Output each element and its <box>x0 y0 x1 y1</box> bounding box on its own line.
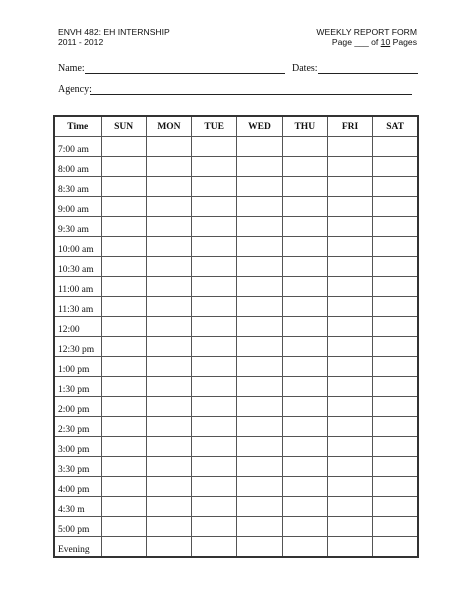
table-row <box>54 277 418 297</box>
table-row <box>54 137 418 157</box>
dates-input-line[interactable] <box>318 73 418 74</box>
time-cell: 8:00 am <box>54 157 101 177</box>
cell-thu[interactable] <box>282 197 327 217</box>
cell-mon[interactable] <box>146 217 191 237</box>
cell-wed[interactable] <box>237 257 282 277</box>
time-cell: 12:30 pm <box>54 337 101 357</box>
cell-tue[interactable] <box>192 537 237 558</box>
cell-sat[interactable] <box>373 497 418 517</box>
cell-wed[interactable] <box>237 197 282 217</box>
cell-mon[interactable] <box>146 297 191 317</box>
cell-mon[interactable] <box>146 317 191 337</box>
weekly-schedule-table <box>53 115 419 558</box>
table-row <box>54 357 418 377</box>
cell-wed[interactable] <box>237 457 282 477</box>
cell-wed[interactable] <box>237 437 282 457</box>
cell-thu[interactable] <box>282 137 327 157</box>
cell-sun[interactable] <box>101 377 146 397</box>
time-cell: 2:00 pm <box>54 397 101 417</box>
table-row <box>54 437 418 457</box>
cell-fri[interactable] <box>327 477 372 497</box>
col-header-fri: FRI <box>327 116 372 137</box>
col-header-wed: WED <box>237 116 282 137</box>
col-header-tue: TUE <box>192 116 237 137</box>
cell-fri[interactable] <box>327 197 372 217</box>
cell-sat[interactable] <box>373 257 418 277</box>
cell-wed[interactable] <box>237 377 282 397</box>
cell-mon[interactable] <box>146 477 191 497</box>
cell-thu[interactable] <box>282 357 327 377</box>
table-row <box>54 297 418 317</box>
cell-fri[interactable] <box>327 517 372 537</box>
cell-mon[interactable] <box>146 397 191 417</box>
cell-sun[interactable] <box>101 157 146 177</box>
cell-tue[interactable] <box>192 237 237 257</box>
name-input-line[interactable] <box>85 73 285 74</box>
col-header-thu: THU <box>282 116 327 137</box>
table-row <box>54 157 418 177</box>
cell-fri[interactable] <box>327 357 372 377</box>
name-field <box>58 63 85 74</box>
cell-fri[interactable] <box>327 317 372 337</box>
cell-sat[interactable] <box>373 437 418 457</box>
cell-sat[interactable] <box>373 157 418 177</box>
cell-wed[interactable] <box>237 317 282 337</box>
cell-thu[interactable] <box>282 477 327 497</box>
cell-thu[interactable] <box>282 397 327 417</box>
cell-sun[interactable] <box>101 357 146 377</box>
agency-label: Agency: <box>58 84 92 95</box>
cell-tue[interactable] <box>192 157 237 177</box>
cell-tue[interactable] <box>192 397 237 417</box>
table-row <box>54 257 418 277</box>
cell-tue[interactable] <box>192 417 237 437</box>
cell-tue[interactable] <box>192 437 237 457</box>
table-row <box>54 317 418 337</box>
table-row <box>54 337 418 357</box>
cell-tue[interactable] <box>192 477 237 497</box>
cell-wed[interactable] <box>237 337 282 357</box>
cell-mon[interactable] <box>146 197 191 217</box>
cell-tue[interactable] <box>192 317 237 337</box>
time-cell: 3:30 pm <box>54 457 101 477</box>
time-cell: 5:00 pm <box>54 517 101 537</box>
time-cell: Evening <box>54 537 101 558</box>
cell-fri[interactable] <box>327 217 372 237</box>
name-label: Name: <box>58 63 85 74</box>
time-cell: 10:30 am <box>54 257 101 277</box>
table-row <box>54 377 418 397</box>
form-title: WEEKLY REPORT FORM <box>316 27 417 37</box>
dates-label: Dates: <box>292 63 318 74</box>
time-cell: 1:30 pm <box>54 377 101 397</box>
table-header-row <box>54 116 418 137</box>
cell-tue[interactable] <box>192 497 237 517</box>
cell-mon[interactable] <box>146 417 191 437</box>
table-row <box>54 177 418 197</box>
cell-mon[interactable] <box>146 257 191 277</box>
col-header-mon: MON <box>146 116 191 137</box>
time-cell: 11:30 am <box>54 297 101 317</box>
cell-sun[interactable] <box>101 277 146 297</box>
time-cell: 11:00 am <box>54 277 101 297</box>
cell-tue[interactable] <box>192 277 237 297</box>
time-cell: 4:30 m <box>54 497 101 517</box>
course-title: ENVH 482: EH INTERNSHIP <box>58 27 170 37</box>
cell-sun[interactable] <box>101 257 146 277</box>
time-cell: 7:00 am <box>54 137 101 157</box>
cell-sun[interactable] <box>101 197 146 217</box>
cell-wed[interactable] <box>237 357 282 377</box>
col-header-sat: SAT <box>373 116 418 137</box>
cell-thu[interactable] <box>282 297 327 317</box>
cell-fri[interactable] <box>327 437 372 457</box>
cell-sat[interactable] <box>373 237 418 257</box>
cell-mon[interactable] <box>146 337 191 357</box>
table-row <box>54 417 418 437</box>
cell-thu[interactable] <box>282 177 327 197</box>
cell-thu[interactable] <box>282 437 327 457</box>
agency-input-line[interactable] <box>90 94 412 95</box>
cell-tue[interactable] <box>192 217 237 237</box>
col-header-sun: SUN <box>101 116 146 137</box>
cell-mon[interactable] <box>146 437 191 457</box>
cell-fri[interactable] <box>327 497 372 517</box>
table-row <box>54 217 418 237</box>
cell-mon[interactable] <box>146 357 191 377</box>
cell-thu[interactable] <box>282 517 327 537</box>
cell-sun[interactable] <box>101 497 146 517</box>
cell-sun[interactable] <box>101 137 146 157</box>
cell-wed[interactable] <box>237 217 282 237</box>
cell-sat[interactable] <box>373 337 418 357</box>
table-row <box>54 537 418 558</box>
time-cell: 3:00 pm <box>54 437 101 457</box>
cell-thu[interactable] <box>282 417 327 437</box>
cell-tue[interactable] <box>192 257 237 277</box>
time-cell: 9:00 am <box>54 197 101 217</box>
cell-sun[interactable] <box>101 337 146 357</box>
cell-fri[interactable] <box>327 277 372 297</box>
cell-sat[interactable] <box>373 537 418 558</box>
cell-tue[interactable] <box>192 377 237 397</box>
cell-mon[interactable] <box>146 497 191 517</box>
cell-mon[interactable] <box>146 537 191 558</box>
cell-sat[interactable] <box>373 137 418 157</box>
cell-thu[interactable] <box>282 157 327 177</box>
cell-tue[interactable] <box>192 457 237 477</box>
cell-wed[interactable] <box>237 417 282 437</box>
cell-tue[interactable] <box>192 137 237 157</box>
cell-sat[interactable] <box>373 217 418 237</box>
cell-thu[interactable] <box>282 377 327 397</box>
time-cell: 4:00 pm <box>54 477 101 497</box>
cell-tue[interactable] <box>192 337 237 357</box>
cell-sun[interactable] <box>101 317 146 337</box>
cell-mon[interactable] <box>146 377 191 397</box>
col-header-time: Time <box>54 116 101 137</box>
cell-mon[interactable] <box>146 177 191 197</box>
cell-fri[interactable] <box>327 257 372 277</box>
cell-fri[interactable] <box>327 157 372 177</box>
page-count <box>316 37 417 47</box>
cell-fri[interactable] <box>327 457 372 477</box>
cell-tue[interactable] <box>192 297 237 317</box>
cell-fri[interactable] <box>327 297 372 317</box>
header-left <box>58 27 170 47</box>
academic-year: 2011 - 2012 <box>58 37 104 47</box>
cell-fri[interactable] <box>327 177 372 197</box>
cell-sat[interactable] <box>373 377 418 397</box>
cell-tue[interactable] <box>192 177 237 197</box>
page-total: 10 <box>380 37 391 47</box>
cell-mon[interactable] <box>146 457 191 477</box>
cell-wed[interactable] <box>237 537 282 558</box>
agency-field <box>58 84 92 95</box>
table-row <box>54 477 418 497</box>
table-row <box>54 397 418 417</box>
cell-thu[interactable] <box>282 237 327 257</box>
table-row <box>54 197 418 217</box>
cell-tue[interactable] <box>192 197 237 217</box>
cell-thu[interactable] <box>282 257 327 277</box>
cell-sat[interactable] <box>373 177 418 197</box>
cell-sat[interactable] <box>373 517 418 537</box>
cell-sun[interactable] <box>101 417 146 437</box>
cell-sat[interactable] <box>373 277 418 297</box>
cell-mon[interactable] <box>146 517 191 537</box>
cell-sat[interactable] <box>373 397 418 417</box>
cell-tue[interactable] <box>192 517 237 537</box>
cell-mon[interactable] <box>146 137 191 157</box>
table-row <box>54 517 418 537</box>
dates-field <box>292 63 318 74</box>
page-suffix: Pages <box>392 37 417 47</box>
cell-wed[interactable] <box>237 517 282 537</box>
cell-wed[interactable] <box>237 277 282 297</box>
time-cell: 1:00 pm <box>54 357 101 377</box>
time-cell: 10:00 am <box>54 237 101 257</box>
header-right <box>316 27 417 47</box>
cell-sun[interactable] <box>101 477 146 497</box>
cell-thu[interactable] <box>282 497 327 517</box>
table-row <box>54 497 418 517</box>
cell-thu[interactable] <box>282 317 327 337</box>
cell-sat[interactable] <box>373 477 418 497</box>
cell-wed[interactable] <box>237 397 282 417</box>
cell-sat[interactable] <box>373 197 418 217</box>
cell-fri[interactable] <box>327 397 372 417</box>
cell-sun[interactable] <box>101 177 146 197</box>
cell-wed[interactable] <box>237 237 282 257</box>
cell-wed[interactable] <box>237 137 282 157</box>
table-row <box>54 457 418 477</box>
cell-sat[interactable] <box>373 457 418 477</box>
cell-wed[interactable] <box>237 177 282 197</box>
cell-fri[interactable] <box>327 237 372 257</box>
cell-sat[interactable] <box>373 317 418 337</box>
table-row <box>54 237 418 257</box>
page-prefix: Page ___ of <box>331 37 379 47</box>
cell-sat[interactable] <box>373 357 418 377</box>
cell-sun[interactable] <box>101 297 146 317</box>
cell-mon[interactable] <box>146 157 191 177</box>
cell-sun[interactable] <box>101 517 146 537</box>
cell-sun[interactable] <box>101 237 146 257</box>
time-cell: 2:30 pm <box>54 417 101 437</box>
cell-wed[interactable] <box>237 157 282 177</box>
cell-sun[interactable] <box>101 217 146 237</box>
cell-sat[interactable] <box>373 297 418 317</box>
cell-wed[interactable] <box>237 477 282 497</box>
cell-sun[interactable] <box>101 437 146 457</box>
cell-sat[interactable] <box>373 417 418 437</box>
time-cell: 12:00 <box>54 317 101 337</box>
time-cell: 8:30 am <box>54 177 101 197</box>
cell-fri[interactable] <box>327 417 372 437</box>
cell-tue[interactable] <box>192 357 237 377</box>
cell-thu[interactable] <box>282 537 327 558</box>
cell-fri[interactable] <box>327 137 372 157</box>
cell-mon[interactable] <box>146 277 191 297</box>
cell-mon[interactable] <box>146 237 191 257</box>
cell-wed[interactable] <box>237 497 282 517</box>
cell-fri[interactable] <box>327 377 372 397</box>
cell-fri[interactable] <box>327 537 372 558</box>
cell-fri[interactable] <box>327 337 372 357</box>
cell-thu[interactable] <box>282 337 327 357</box>
cell-thu[interactable] <box>282 457 327 477</box>
cell-sun[interactable] <box>101 397 146 417</box>
time-cell: 9:30 am <box>54 217 101 237</box>
cell-wed[interactable] <box>237 297 282 317</box>
cell-thu[interactable] <box>282 217 327 237</box>
cell-thu[interactable] <box>282 277 327 297</box>
cell-sun[interactable] <box>101 537 146 558</box>
cell-sun[interactable] <box>101 457 146 477</box>
